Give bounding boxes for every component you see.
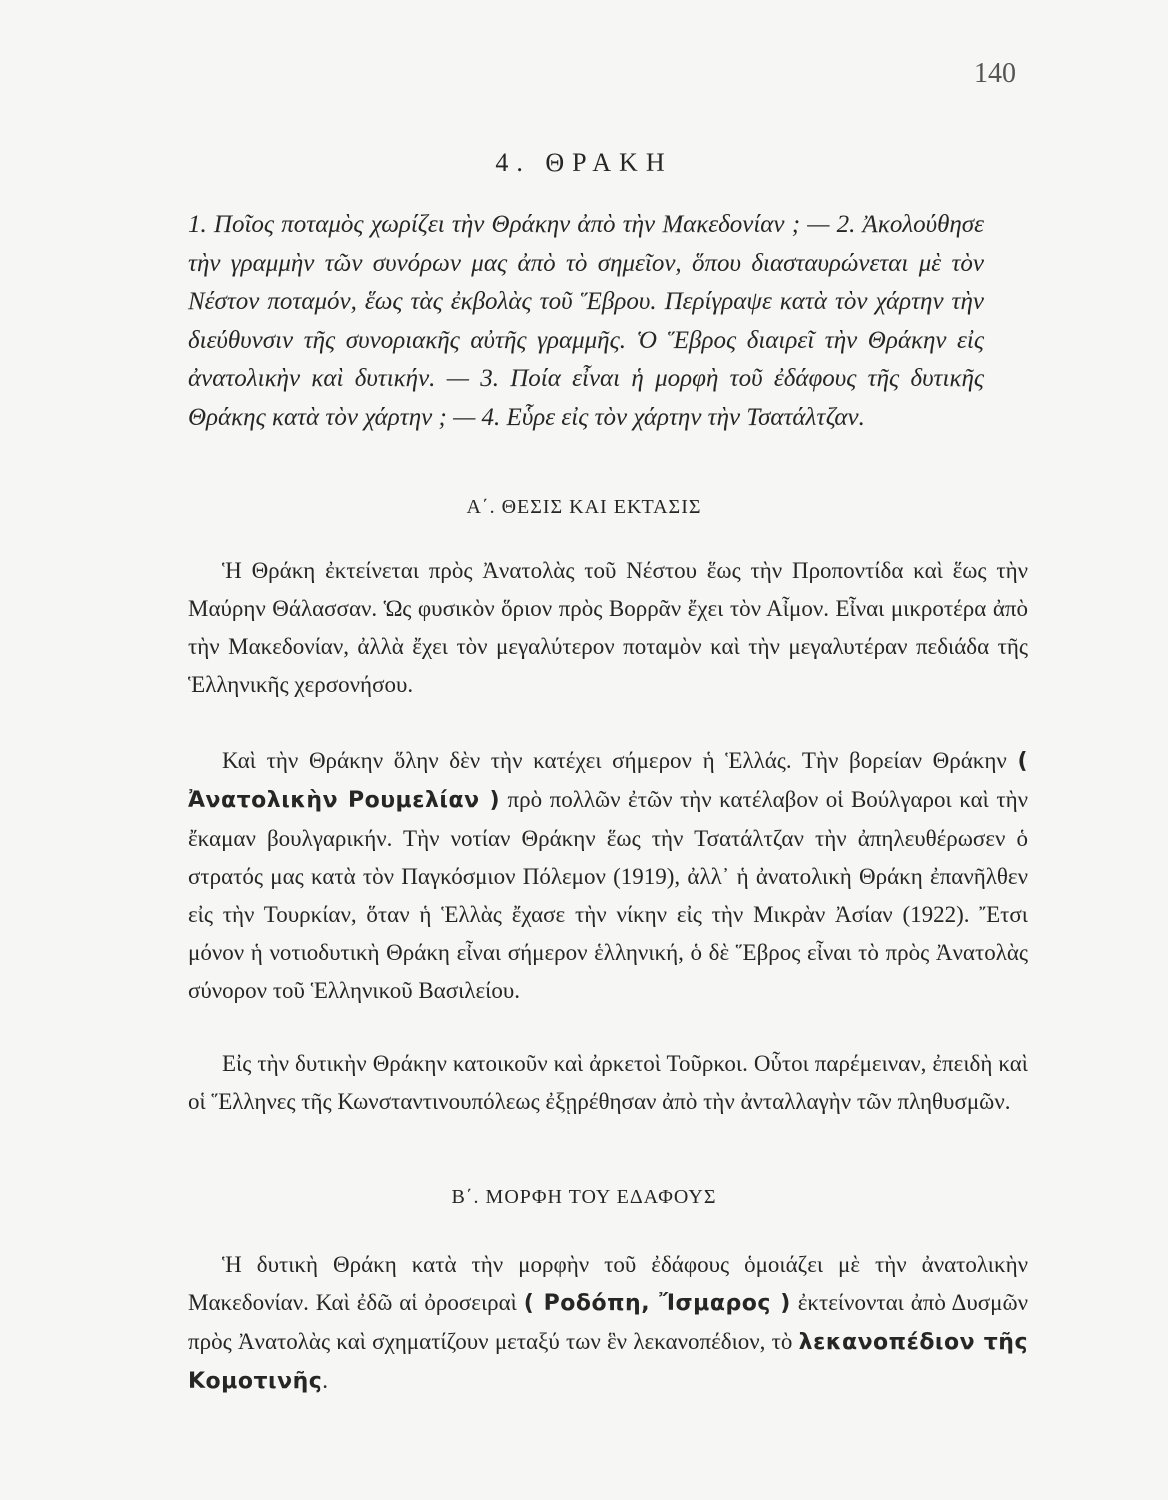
section-b-heading: Β΄. ΜΟΡΦΗ ΤΟΥ ΕΔΑΦΟΥΣ bbox=[451, 1186, 717, 1208]
bold-term-anatoliki-roumelia: ( Ἀνατολικὴν Ρουμελίαν ) bbox=[188, 749, 1029, 813]
paragraph-text: Καὶ τὴν Θράκην ὅλην δὲν τὴν κατέχει σήμερον ἡ Ἑλλάς. Τὴν βορείαν Θράκην bbox=[222, 748, 1007, 773]
paragraph-text: Ἡ δυτικὴ Θράκη κατὰ τὴν μορφὴν τοῦ ἐδάφους ὁμοιάζει μὲ τὴν ἀνατολικὴν Μακεδονίαν. Καὶ ἐδῶ αἱ ὀροσειραὶ bbox=[188, 1252, 1028, 1315]
bold-term-komotini-basin: λεκανοπέδιον τῆς Κομοτινῆς bbox=[188, 1330, 1029, 1394]
section-b-paragraph-1 bbox=[188, 1246, 1028, 1401]
section-a-heading: Α΄. ΘΕΣΙΣ ΚΑΙ ΕΚΤΑΣΙΣ bbox=[466, 496, 702, 518]
section-a-paragraph-2 bbox=[188, 742, 1028, 1010]
paragraph-end: . bbox=[322, 1368, 329, 1393]
chapter-questions: 1. Ποῖος ποταμὸς χωρίζει τὴν Θράκην ἀπὸ τὴν Μακεδονίαν ; — 2. Ἀκολούθησε τὴν γραμμὴν τῶν συνόρων μας ἀπὸ τὸ σημεῖον, ὅπου διασταυρώνεται μὲ τὸν Νέστον ποταμόν, ἕως τὰς ἐκβολὰς τοῦ Ἕβρου. Περίγραψε κατὰ τὸν χάρτην τὴν διεύθυνσιν τῆς συνοριακῆς αὐτῆς γραμμῆς. Ὁ Ἕβρος διαιρεῖ τὴν Θράκην εἰς ἀνατολικὴν καὶ δυτικήν. — 3. Ποία εἶναι ἡ μορφὴ τοῦ ἐδάφους τῆς δυτικῆς Θράκης κατὰ τὸν χάρτην ; — 4. Εὗρε εἰς τὸν χάρτην τὴν Τσατάλτζαν. bbox=[188, 211, 984, 431]
paragraph-text: πρὸ πολλῶν ἐτῶν τὴν κατέλαβον οἱ Βούλγαροι καὶ τὴν ἔκαμαν βουλγαρικήν. Τὴν νοτίαν Θράκην ἕως τὴν Τσατάλτζαν τὴν ἀπηλευθέρωσεν ὁ στρατός μας κατὰ τὸν Παγκόσμιον Πόλεμον (1919), ἀλλ᾽ ἡ ἀνατολικὴ Θράκη ἐπανῆλθεν εἰς τὴν Τουρκίαν, ὅταν ἡ Ἑλλὰς ἔχασε τὴν νίκην εἰς τὴν Μικρὰν Ἀσίαν (1922). Ἔτσι μόνον ἡ νοτιοδυτικὴ Θράκη εἶναι σήμερον ἑλληνική, ὁ δὲ Ἕβρος εἶναι τὸ πρὸς Ἀνατολὰς σύνορον τοῦ Ἑλληνικοῦ Βασιλείου. bbox=[188, 787, 1028, 1003]
chapter-title: 4. ΘΡΑΚΗ bbox=[495, 148, 673, 177]
bold-term-mountains: ( Ροδόπη, Ἴσμαρος ) bbox=[523, 1291, 791, 1316]
section-a-paragraph-3: Εἰς τὴν δυτικὴν Θράκην κατοικοῦν καὶ ἀρκετοὶ Τοῦρκοι. Οὗτοι παρέμειναν, ἐπειδὴ καὶ οἱ Ἕλληνες τῆς Κωνσταντινουπόλεως ἐξῃρέθησαν ἀπὸ τὴν ἀνταλλαγὴν τῶν πληθυσμῶν. bbox=[188, 1051, 1028, 1114]
section-a-paragraph-1: Ἡ Θράκη ἐκτείνεται πρὸς Ἀνατολὰς τοῦ Νέστου ἕως τὴν Προποντίδα καὶ ἕως τὴν Μαύρην Θάλασσαν. Ὡς φυσικὸν ὅριον πρὸς Βορρᾶν ἔχει τὸν Αἶμον. Εἶναι μικροτέρα ἀπὸ τὴν Μακεδονίαν, ἀλλὰ ἔχει τὸν μεγαλύτερον ποταμὸν καὶ τὴν μεγαλυτέραν πεδιάδα τῆς Ἑλληνικῆς χερσονήσου. bbox=[188, 558, 1028, 697]
page-number: 140 bbox=[974, 58, 1016, 89]
paragraph-text: ἐκτείνονται ἀπὸ Δυσμῶν πρὸς Ἀνατολὰς καὶ σχηματίζουν μεταξύ των ἓν λεκανοπέδιον, τὸ bbox=[188, 1290, 1028, 1354]
